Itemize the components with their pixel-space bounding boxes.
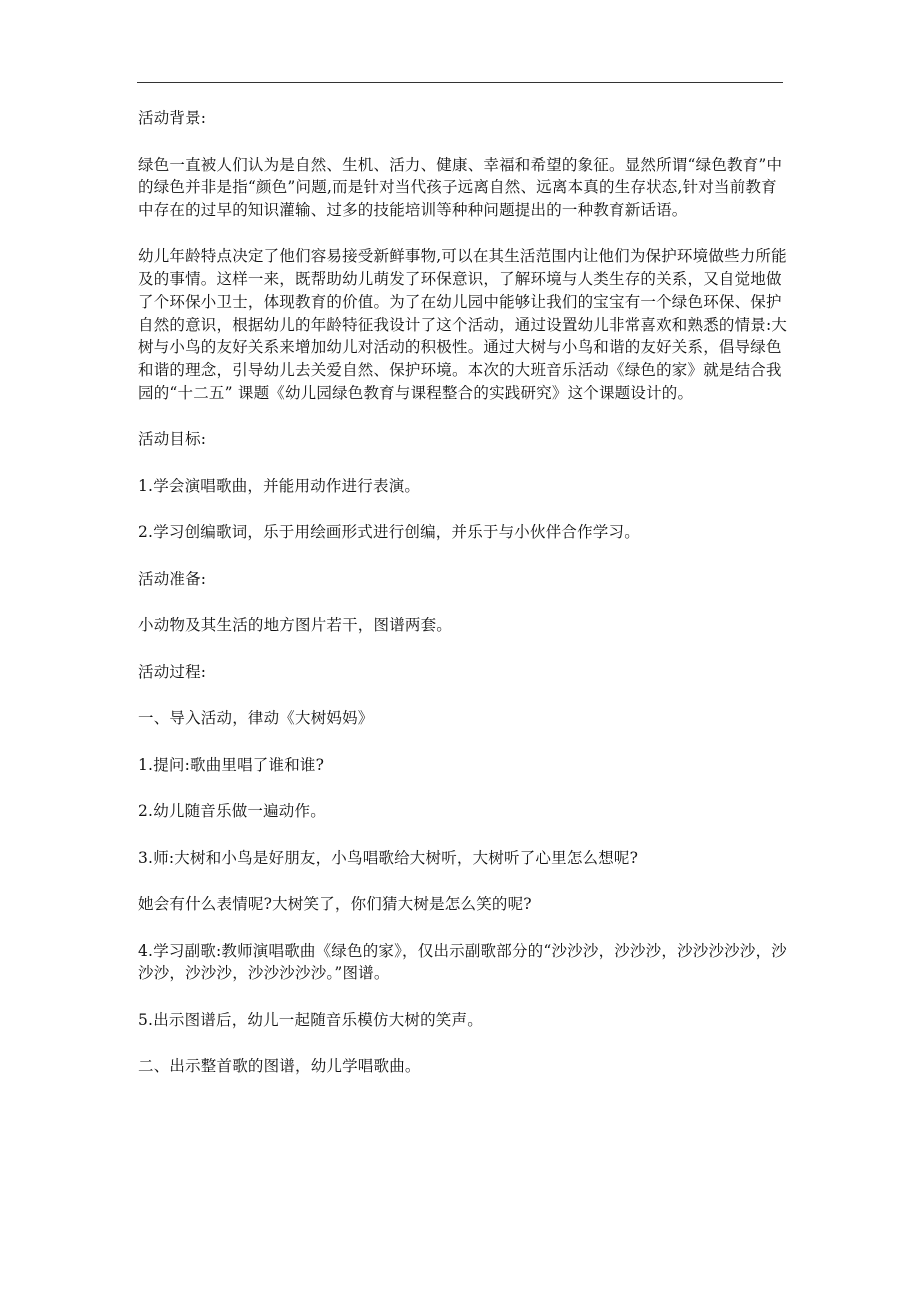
- process-section-1: 一、导入活动，律动《大树妈妈》: [138, 709, 374, 728]
- process-heading: 活动过程:: [138, 662, 207, 681]
- preparation-text: 小动物及其生活的地方图片若干，图谱两套。: [138, 616, 453, 635]
- process-step-3: 3.师:大树和小鸟是好朋友，小鸟唱歌给大树听，大树听了心里怎么想呢?: [138, 848, 639, 867]
- process-step-2: 2.幼儿随音乐做一遍动作。: [138, 802, 326, 821]
- process-step-4: 4.学习副歌:教师演唱歌曲《绿色的家》，仅出示副歌部分的“沙沙沙，沙沙沙，沙沙沙沙沙，沙沙沙，沙沙沙，沙沙沙沙沙。”图谱。: [138, 941, 787, 983]
- process-section-2: 二、出示整首歌的图谱，幼儿学唱歌曲。: [138, 1057, 421, 1076]
- background-heading: 活动背景:: [138, 109, 207, 127]
- process-step-5: 5.出示图谱后，幼儿一起随音乐模仿大树的笑声。: [138, 1010, 483, 1029]
- background-paragraph-1: 绿色一直被人们认为是自然、生机、活力、健康、幸福和希望的象征。显然所谓“绿色教育”中的绿色并非是指“颜色”问题,而是针对当代孩子远离自然、远离本真的生存状态,针对当前教育中存在的过早的知识灌输、过多的技能培训等种种问题提出的一种教育新话语。: [138, 155, 783, 219]
- goal-item-2: 2.学习创编歌词，乐于用绘画形式进行创编，并乐于与小伙伴合作学习。: [138, 523, 640, 542]
- background-paragraph-2: 幼儿年龄特点决定了他们容易接受新鲜事物,可以在其生活范围内让他们为保护环境做些力所能及的事情。这样一来，既帮助幼儿萌发了环保意识，了解环境与人类生存的关系，又自觉地做了个环保小卫士，体现教育的价值。为了在幼儿园中能够让我们的宝宝有一个绿色环保、保护自然的意识，根据幼儿的年龄特征我设计了这个活动，通过设置幼儿非常喜欢和熟悉的情景:大树与小鸟的友好关系来增加幼儿对活动的积极性。通过大树与小鸟和谐的友好关系，倡导绿色和谐的理念，引导幼儿去关爱自然、保护环境。本次的大班音乐活动《绿色的家》就是结合我园的“十二五” 课题《幼儿园绿色教育与课程整合的实践研究》这个课题设计的。: [138, 247, 788, 402]
- header-divider: [137, 82, 783, 83]
- goals-heading: 活动目标:: [138, 430, 207, 449]
- process-step-1: 1.提问:歌曲里唱了谁和谁?: [138, 755, 325, 774]
- goal-item-1: 1.学会演唱歌曲，并能用动作进行表演。: [138, 476, 421, 495]
- preparation-heading: 活动准备:: [138, 569, 207, 588]
- document-body: [138, 107, 788, 1078]
- process-step-3-continued: 她会有什么表情呢?大树笑了，你们猜大树是怎么笑的呢?: [138, 895, 532, 914]
